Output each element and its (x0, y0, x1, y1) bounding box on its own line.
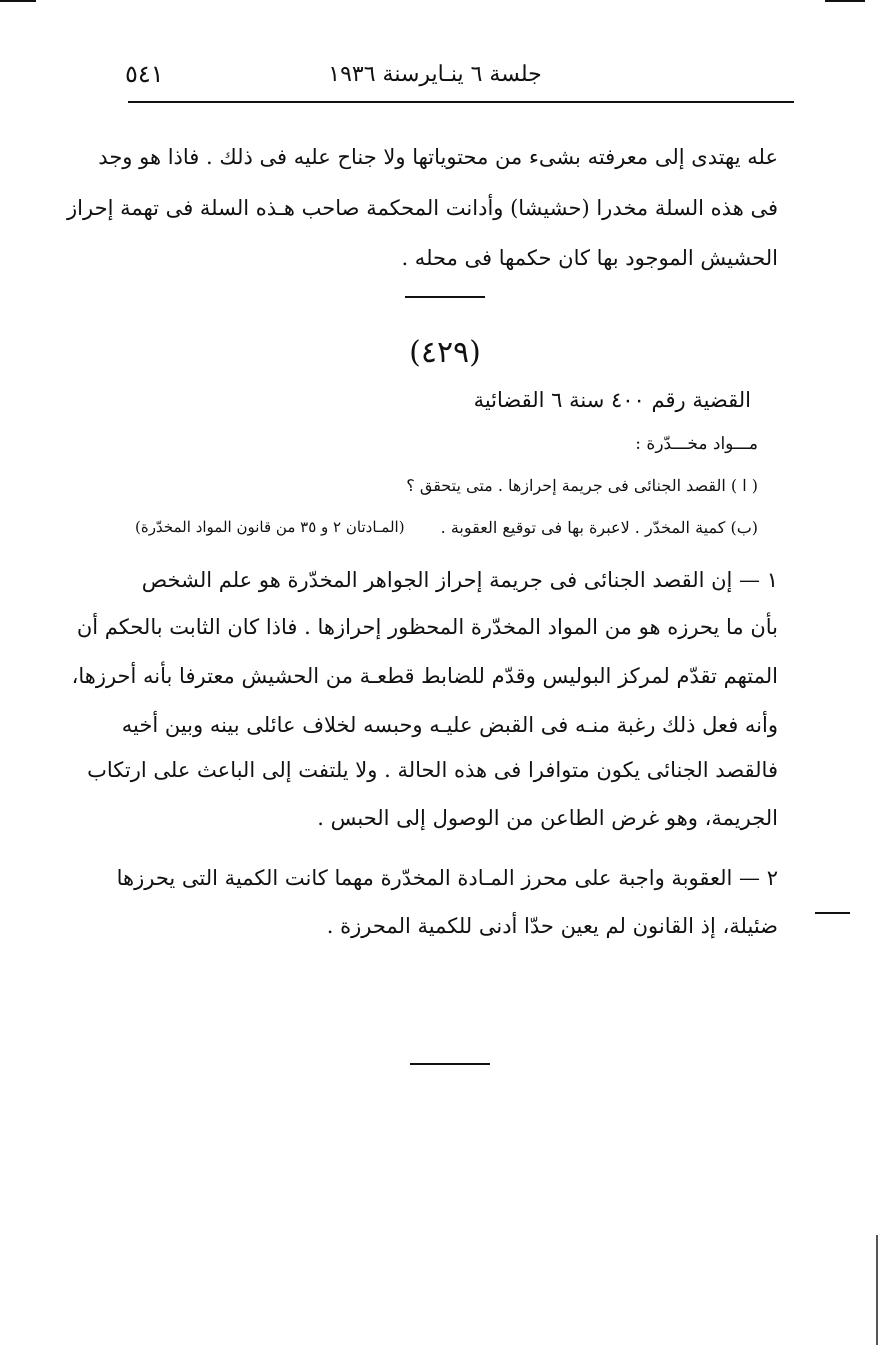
intro-line-3: الحشيش الموجود بها كان حكمها فى محله . (401, 246, 778, 270)
case-reference: القضية رقم ٤٠٠ سنة ٦ القضائية (473, 388, 751, 412)
paragraph-2-line-1: ٢ — العقوبة واجبة على محرز المـادة المخدّرة مهما كانت الكمية التى يحرزها (116, 866, 778, 890)
scan-margin-mark (815, 912, 850, 914)
scan-edge-mark-right (825, 0, 865, 2)
paragraph-1-line-3: المتهم تقدّم لمركز البوليس وقدّم للضابط قطعـة من الحشيش معترفا بأنه أحرزها، (71, 664, 778, 688)
scan-right-edge-mark (876, 1235, 878, 1345)
paragraph-1-line-2: بأن ما يحرزه هو من المواد المخدّرة المحظور إحرازها . فاذا كان الثابت بالحكم أن (76, 615, 778, 639)
sub-item-b-text: كمية المخدّر . لاعبرة بها فى توقيع العقوبة . (440, 518, 726, 537)
paragraph-1-line-4: وأنه فعل ذلك رغبة منـه فى القبض عليـه وحبسه لخلاف عائلى بينه وبين أخيه (121, 713, 778, 737)
sub-item-a (406, 476, 758, 495)
paragraph-1-line-6: الجريمة، وهو غرض الطاعن من الوصول إلى الحبس . (317, 806, 778, 830)
paragraph-1-line-5: فالقصد الجنائى يكون متوافرا فى هذه الحالة . ولا يلتفت إلى الباعث على ارتكاب (87, 758, 778, 782)
paragraph-2-line-2: ضئيلة، إذ القانون لم يعين حدّا أدنى للكمية المحرزة . (326, 914, 778, 938)
paragraph-1-line-1: ١ — إن القصد الجنائى فى جريمة إحراز الجواهر المخدّرة هو علم الشخص (141, 568, 778, 592)
page-number: ٥٤١ (125, 60, 164, 88)
sub-item-b-reference: (المـادتان ٢ و ٣٥ من قانون المواد المخدّرة) (135, 518, 405, 536)
scan-edge-mark-left (0, 0, 36, 2)
intro-line-1: عله يهتدى إلى معرفته بشىء من محتوياتها ولا جناح عليه فى ذلك . فاذا هو وجد (98, 145, 778, 169)
end-divider (410, 1063, 490, 1065)
sub-item-a-marker: ( ا ) (730, 476, 758, 495)
running-header-title: جلسة ٦ ينـايرسنة ١٩٣٦ (328, 62, 542, 87)
sub-item-b-marker: (ب) (730, 518, 758, 537)
sub-item-a-text: القصد الجنائى فى جريمة إحرازها . متى يتحقق ؟ (406, 476, 726, 495)
sub-item-b (441, 518, 758, 537)
case-topic: مـــواد مخـــدّرة : (635, 434, 758, 454)
section-divider (405, 296, 485, 298)
case-number: (٤٢٩) (409, 335, 481, 370)
intro-line-2: فى هذه السلة مخدرا (حشيشا) وأدانت المحكمة صاحب هـذه السلة فى تهمة إحراز (67, 196, 778, 220)
header-rule (128, 101, 794, 103)
